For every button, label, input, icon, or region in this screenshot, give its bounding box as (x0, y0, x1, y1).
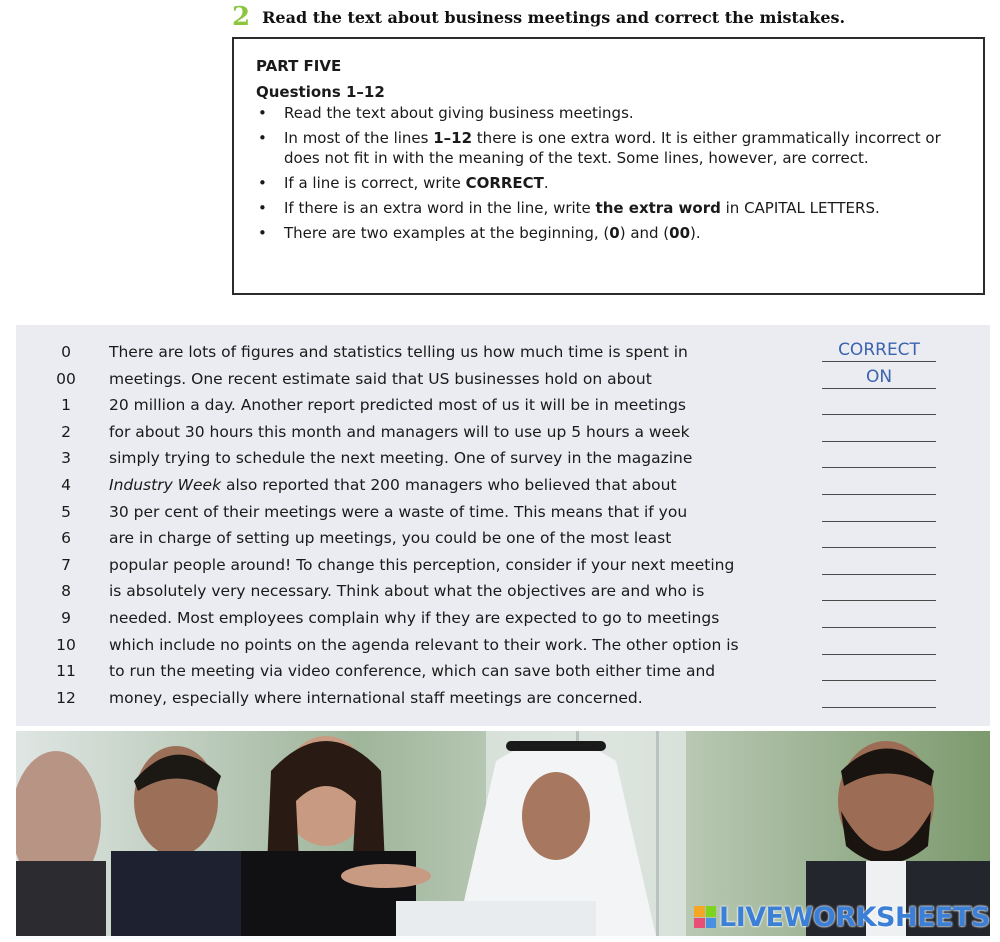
text-segment: If there is an extra word in the line, write (284, 199, 596, 217)
line-number: 6 (61, 529, 71, 548)
liveworksheets-logo (694, 900, 990, 934)
line-number: 11 (56, 662, 76, 681)
text-segment: ). (690, 224, 701, 242)
text-line (16, 366, 990, 393)
bold-text: CORRECT (465, 174, 544, 192)
answer-field[interactable]: CORRECT (822, 341, 936, 362)
answer-field[interactable] (822, 421, 936, 442)
line-number: 2 (61, 422, 71, 441)
line-text (109, 525, 671, 552)
line-text (109, 685, 643, 712)
line-number: 5 (61, 502, 71, 521)
text-line (16, 658, 990, 685)
exercise-number: 2 (232, 2, 251, 32)
line-text (109, 605, 719, 632)
answer-field[interactable] (822, 554, 936, 575)
questions-heading: Questions 1–12 (256, 83, 385, 101)
text-line (16, 605, 990, 632)
text-line (16, 525, 990, 552)
line-text (109, 339, 688, 366)
text-line (16, 685, 990, 712)
text-segment: also reported that 200 managers who believed that about (221, 476, 677, 494)
logo-square (706, 918, 717, 929)
text-line (16, 392, 990, 419)
answer-field[interactable] (822, 607, 936, 628)
line-number: 3 (61, 449, 71, 468)
line-text (109, 658, 715, 685)
instruction-bullet (256, 198, 961, 218)
text-segment: 30 per cent of their meetings were a waste of time. This means that if you (109, 502, 688, 521)
exercise-heading (232, 2, 845, 32)
line-text (109, 392, 686, 419)
text-line (16, 472, 990, 499)
text-line (16, 552, 990, 579)
bold-text: 0 (609, 224, 620, 242)
answer-field[interactable] (822, 474, 936, 495)
bold-text: 00 (669, 224, 691, 242)
text-segment: . (543, 174, 549, 192)
logo-grid-icon (694, 906, 716, 928)
line-text (109, 472, 677, 499)
line-number: 1 (61, 396, 71, 415)
answer-field[interactable] (822, 527, 936, 548)
line-number: 0 (61, 343, 71, 361)
text-segment: If a line is correct, write (284, 174, 466, 192)
instruction-bullet (256, 128, 961, 168)
exercise-title: Read the text about business meetings and correct the mistakes. (262, 7, 846, 27)
text-segment: for about 30 hours this month and managers will to use up 5 hours a week (109, 422, 690, 441)
line-text (109, 578, 704, 605)
text-segment: In most of the lines (284, 129, 434, 147)
line-text (109, 366, 652, 393)
text-panel (16, 325, 990, 726)
answer-field[interactable] (822, 687, 936, 708)
instructions-box (232, 37, 985, 295)
text-segment: which include no points on the agenda relevant to their work. The other option is (109, 635, 739, 654)
line-number: 12 (56, 688, 76, 707)
answer-field[interactable] (822, 394, 936, 415)
instruction-bullet (256, 223, 961, 243)
text-segment: is absolutely very necessary. Think about what the objectives are and who is (109, 582, 705, 601)
logo-text: LIVEWORKSHEETS (719, 901, 990, 933)
text-line (16, 445, 990, 472)
part-heading: PART FIVE (256, 57, 342, 75)
line-number: 8 (61, 582, 71, 601)
line-text (109, 419, 690, 446)
italic-text: Industry Week (109, 476, 222, 494)
text-line (16, 339, 990, 366)
text-segment: There are lots of figures and statistics telling us how much time is spent in (109, 343, 688, 361)
text-line (16, 632, 990, 659)
text-line (16, 499, 990, 526)
line-text (109, 499, 687, 526)
text-segment: There are two examples at the beginning, ( (284, 224, 610, 242)
line-number: 4 (61, 476, 71, 494)
line-text (109, 552, 734, 579)
instruction-bullet (256, 103, 961, 123)
text-segment: simply trying to schedule the next meeting. One of survey in the magazine (109, 449, 693, 468)
logo-square (694, 918, 705, 929)
line-number: 10 (56, 635, 76, 654)
text-line (16, 578, 990, 605)
answer-field[interactable]: ON (822, 368, 936, 389)
text-segment: money, especially where international staff meetings are concerned. (109, 688, 643, 707)
text-segment: in CAPITAL LETTERS. (720, 199, 880, 217)
text-segment: Read the text about giving business meetings. (284, 104, 634, 122)
answer-field[interactable] (822, 447, 936, 468)
answer-field[interactable] (822, 660, 936, 681)
bold-text: the extra word (595, 199, 721, 217)
text-segment: popular people around! To change this perception, consider if your next meeting (109, 555, 735, 574)
line-number: 7 (61, 555, 71, 574)
text-segment: 20 million a day. Another report predicted most of us it will be in meetings (109, 396, 686, 415)
logo-square (706, 906, 717, 917)
text-segment: to run the meeting via video conference, which can save both either time and (109, 662, 716, 681)
bold-text: 1–12 (433, 129, 473, 147)
text-segment: needed. Most employees complain why if they are expected to go to meetings (109, 609, 720, 627)
answer-field[interactable] (822, 501, 936, 522)
line-text (109, 632, 739, 659)
line-text (109, 445, 692, 472)
text-segment: meetings. One recent estimate said that US businesses hold on about (109, 369, 652, 388)
line-number: 9 (61, 609, 71, 627)
logo-square (694, 906, 705, 917)
text-line (16, 419, 990, 446)
answer-field[interactable] (822, 580, 936, 601)
line-number: 00 (56, 369, 76, 388)
instruction-bullet (256, 173, 961, 193)
text-segment: ) and ( (619, 224, 670, 242)
answer-field[interactable] (822, 634, 936, 655)
instructions-list (256, 103, 961, 243)
text-segment: are in charge of setting up meetings, you could be one of the most least (109, 529, 672, 548)
text-segment: there is one extra word. It is either grammatically incorrect or does not fit in with the meaning of the text. Some lines, however, are correct. (284, 129, 941, 167)
